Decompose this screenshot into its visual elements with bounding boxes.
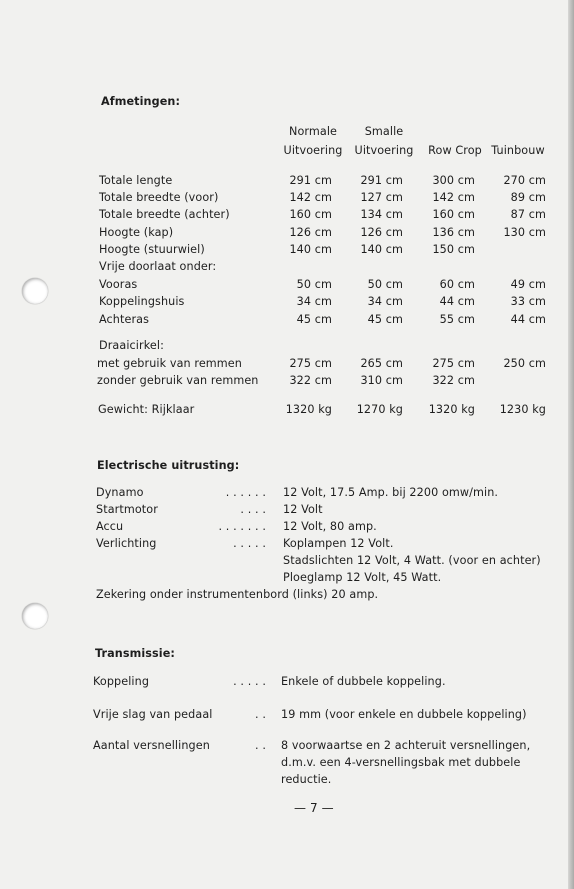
row-value: 300 cm [432,174,475,187]
row-value: 275 cm [432,357,475,370]
row-value: 50 cm [296,278,332,291]
trans-value: Enkele of dubbele koppeling. [281,675,446,688]
row-value: 50 cm [367,278,403,291]
row-value: 60 cm [439,278,475,291]
row-value: 87 cm [510,208,546,221]
row-value: 265 cm [360,357,403,370]
row-value: 275 cm [289,357,332,370]
row-value: 322 cm [289,374,332,387]
row-value: 142 cm [289,191,332,204]
row-label: Totale breedte (achter) [99,208,230,221]
row-value: 136 cm [432,226,475,239]
elec-label: Verlichting [96,537,157,550]
row-value: 160 cm [432,208,475,221]
section-title-transmissie: Transmissie: [95,647,175,660]
row-value: 34 cm [367,295,403,308]
row-value: 34 cm [296,295,332,308]
elec-label: Startmotor [96,503,158,516]
trans-dots: . . . . . [233,675,266,688]
column-header-line1: Normale [288,125,338,138]
trans-value: d.m.v. een 4-versnellingsbak met dubbele [281,756,521,769]
punch-hole-bottom [22,603,48,629]
row-value: 291 cm [289,174,332,187]
column-header-line2: Uitvoering [354,144,414,157]
elec-label: Dynamo [96,486,144,499]
row-value: 49 cm [510,278,546,291]
elec-dots: . . . . . . . [218,520,266,533]
trans-dots: . . [255,739,266,752]
row-value: 126 cm [360,226,403,239]
row-value: 55 cm [439,313,475,326]
elec-dots: . . . . [240,503,266,516]
section-title-afmetingen: Afmetingen: [101,95,181,108]
row-value: 270 cm [503,174,546,187]
elec-value: Koplampen 12 Volt. [283,537,394,550]
column-header-line2: Row Crop [428,144,482,157]
row-value: 310 cm [360,374,403,387]
row-label: Achteras [99,313,150,326]
trans-value: reductie. [281,773,332,786]
trans-label: Aantal versnellingen [93,739,210,752]
row-label: Totale breedte (voor) [99,191,219,204]
row-label: met gebruik van remmen [97,357,242,370]
trans-label: Koppeling [93,675,150,688]
row-value: 142 cm [432,191,475,204]
trans-value: 19 mm (voor enkele en dubbele koppeling) [281,708,527,721]
row-label: Vooras [99,278,138,291]
elec-value: 12 Volt, 80 amp. [283,520,377,533]
page-edge [568,0,574,889]
row-label: Koppelingshuis [99,295,185,308]
column-header-line2: Tuinbouw [491,144,545,157]
draaicirkel-label: Draaicirkel: [99,339,164,352]
page-number: — 7 — [294,801,334,815]
row-value: 130 cm [503,226,546,239]
zekering-text: Zekering onder instrumentenbord (links) 20 amp. [96,588,379,601]
row-value: 291 cm [360,174,403,187]
row-label: Vrije doorlaat onder: [99,260,217,273]
column-header-line1: Smalle [364,125,404,138]
row-value: 44 cm [510,313,546,326]
gewicht-value: 1320 kg [285,403,332,416]
row-label: Totale lengte [99,174,173,187]
elec-value: Ploeglamp 12 Volt, 45 Watt. [283,571,442,584]
row-value: 45 cm [367,313,403,326]
elec-label: Accu [96,520,124,533]
trans-value: 8 voorwaartse en 2 achteruit versnellingen, [281,739,531,752]
row-value: 140 cm [289,243,332,256]
row-value: 134 cm [360,208,403,221]
punch-hole-top [22,278,48,304]
elec-value: 12 Volt [283,503,323,516]
column-header-line2: Uitvoering [283,144,343,157]
section-title-electrisch: Electrische uitrusting: [97,459,240,472]
row-value: 160 cm [289,208,332,221]
row-label: Hoogte (stuurwiel) [99,243,205,256]
row-label: Hoogte (kap) [99,226,174,239]
row-value: 89 cm [510,191,546,204]
row-value: 33 cm [510,295,546,308]
row-value: 45 cm [296,313,332,326]
row-value: 126 cm [289,226,332,239]
row-value: 250 cm [503,357,546,370]
row-value: 322 cm [432,374,475,387]
gewicht-value: 1230 kg [499,403,546,416]
row-value: 150 cm [432,243,475,256]
row-value: 44 cm [439,295,475,308]
row-label: zonder gebruik van remmen [97,374,259,387]
elec-value: 12 Volt, 17.5 Amp. bij 2200 omw/min. [283,486,499,499]
elec-dots: . . . . . . [225,486,266,499]
gewicht-value: 1270 kg [356,403,403,416]
trans-dots: . . [255,708,266,721]
row-value: 127 cm [360,191,403,204]
trans-label: Vrije slag van pedaal [93,708,213,721]
row-value: 140 cm [360,243,403,256]
gewicht-value: 1320 kg [428,403,475,416]
elec-value: Stadslichten 12 Volt, 4 Watt. (voor en achter) [283,554,541,567]
gewicht-label: Gewicht: Rijklaar [98,403,195,416]
elec-dots: . . . . . [233,537,266,550]
